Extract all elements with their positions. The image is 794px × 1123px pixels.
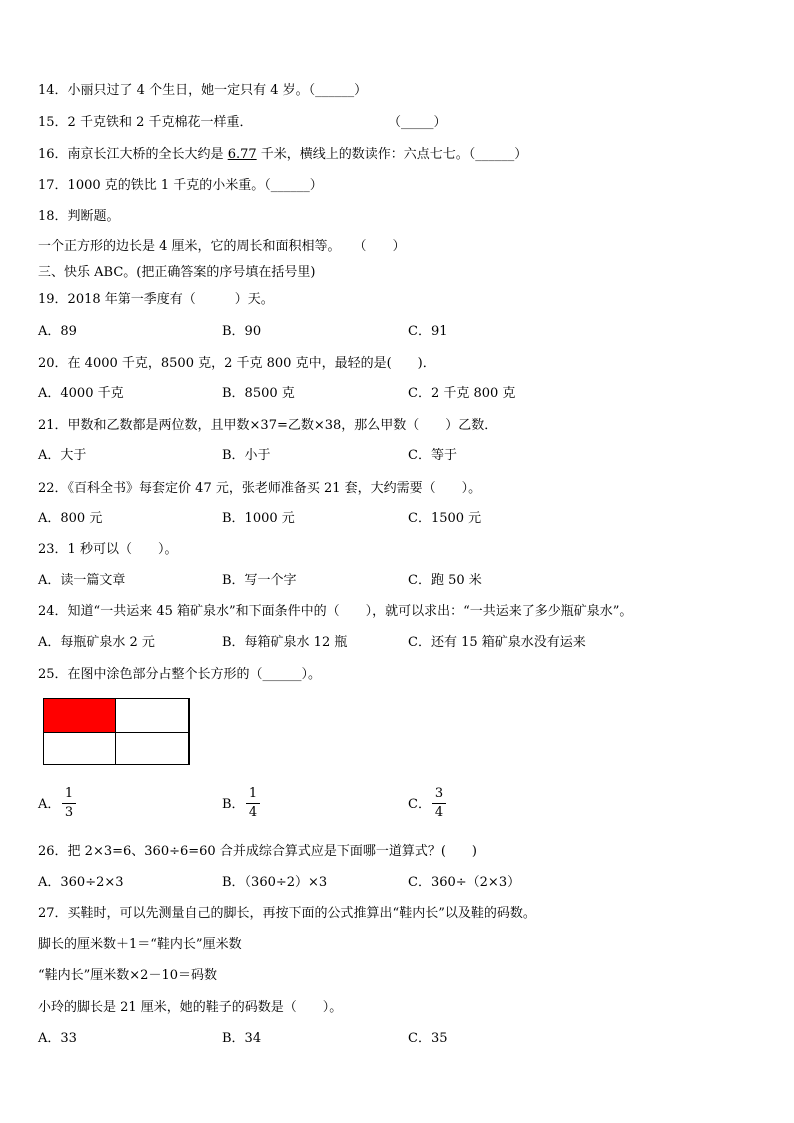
fraction-denominator: 4 [248,805,258,820]
q23-option-a: A．读一篇文章 [38,573,126,588]
q24-option-c: C．还有 15 箱矿泉水没有运来 [408,635,586,650]
q25-option-a: A． [38,797,61,812]
q25-option-b: B． [222,797,245,812]
rectangle-figure [43,698,189,765]
question-27-formula-1: 脚长的厘米数＋1＝“鞋内长”厘米数 [38,937,242,952]
q25-option-c: C． [408,797,431,812]
question-16-number: 6.77 [227,147,257,162]
q21-option-b: B．小于 [222,448,271,463]
question-19: 19．2018 年第一季度有（ ）天。 [38,292,274,307]
q22-option-c: C．1500 元 [408,511,482,526]
q23-option-b: B．写一个字 [222,573,297,588]
question-18: 18．判断题。 [38,209,120,224]
question-27-formula-2: “鞋内长”厘米数×2－10＝码数 [38,968,217,983]
question-16-pre: 16．南京长江大桥的全长大约是 [38,147,228,162]
question-24: 24．知道“一共运来 45 箱矿泉水”和下面条件中的（ ），就可以求出：“一共运来了多少瓶矿泉水”。 [38,604,633,619]
q24-option-a: A．每瓶矿泉水 2 元 [38,635,155,650]
fraction-bar [62,803,76,804]
grid-cell [43,732,116,765]
q22-option-a: A．800 元 [38,511,103,526]
question-21: 21．甲数和乙数都是两位数，且甲数×37=乙数×38，那么甲数（ ）乙数． [38,418,498,433]
question-27: 27．买鞋时，可以先测量自己的脚长，再按下面的公式推算出“鞋内长”以及鞋的码数。 [38,906,536,921]
q21-option-c: C．等于 [408,448,457,463]
section-3-heading: 三、快乐 ABC。(把正确答案的序号填在括号里) [38,265,316,280]
q20-option-b: B．8500 克 [222,386,295,401]
q20-option-a: A．4000 千克 [38,386,124,401]
q26-option-c: C．360÷（2×3） [408,875,521,890]
fraction-bar [432,803,446,804]
question-14: 14．小丽只过了 4 个生日，她一定只有 4 岁。（______） [38,83,368,98]
question-22: 22．《百科全书》每套定价 47 元，张老师准备买 21 套，大约需要（ ）。 [38,481,482,496]
question-15-bracket: （_____） [388,115,447,130]
grid-cell [115,698,190,733]
question-27-prompt: 小玲的脚长是 21 厘米，她的鞋子的码数是（ ）。 [38,1000,343,1015]
q19-option-c: C．91 [408,324,448,339]
question-16 [38,147,527,163]
q26-option-a: A．360÷2×3 [38,875,124,890]
q23-option-c: C．跑 50 米 [408,573,482,588]
q24-option-b: B．每箱矿泉水 12 瓶 [222,635,348,650]
q22-option-b: B．1000 元 [222,511,295,526]
grid-cell [115,732,190,765]
question-17: 17．1000 克的铁比 1 千克的小米重。（______） [38,178,323,193]
q21-option-a: A．大于 [38,448,87,463]
question-20: 20．在 4000 千克，8500 克，2 千克 800 克中，最轻的是( )． [38,356,436,371]
q27-option-a: A．33 [38,1031,77,1046]
question-16-post: 千米，横线上的数读作：六点七七。（______） [256,147,528,162]
fraction-numerator: 1 [248,786,258,801]
fraction-denominator: 4 [434,805,444,820]
fraction-bar [246,803,260,804]
fraction-numerator: 1 [64,786,74,801]
q27-option-c: C．35 [408,1031,448,1046]
question-23: 23．1 秒可以（ ）。 [38,542,178,557]
q25-fraction-a [62,786,76,821]
q20-option-c: C．2 千克 800 克 [408,386,516,401]
fraction-numerator: 3 [434,786,444,801]
q19-option-b: B．90 [222,324,262,339]
q26-option-b: B．（360÷2）×3 [222,875,328,890]
q19-option-a: A．89 [38,324,77,339]
fraction-denominator: 3 [64,805,74,820]
shaded-cell [43,698,116,733]
question-15: 15．2 千克铁和 2 千克棉花一样重． [38,115,253,130]
q27-option-b: B．34 [222,1031,262,1046]
q25-fraction-b [246,786,260,821]
q25-fraction-c [432,786,446,821]
question-18-body: 一个正方形的边长是 4 厘米，它的周长和面积相等。 （ ） [38,239,406,254]
question-25: 25．在图中涂色部分占整个长方形的（______）。 [38,667,322,682]
question-26: 26．把 2×3=6、360÷6=60 合并成综合算式应是下面哪一道算式？( ) [38,844,477,859]
